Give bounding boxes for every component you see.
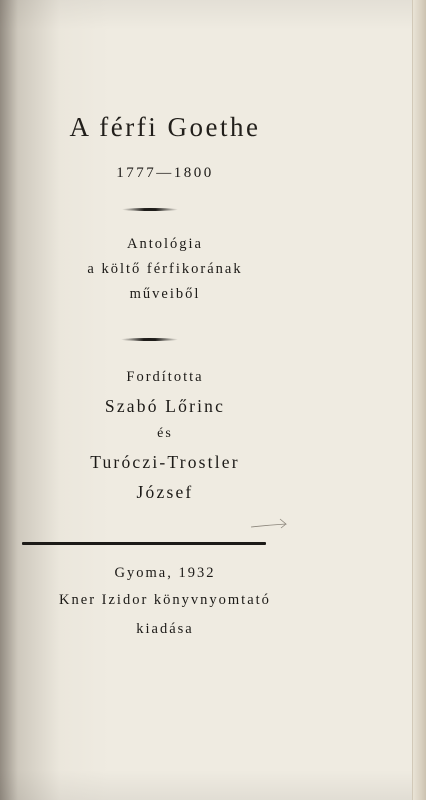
ornament-divider-top (122, 208, 178, 211)
page-edge (412, 0, 426, 800)
subtitle-line-3: műveiből (129, 286, 201, 302)
translator-name-1: Szabó Lőrinc (104, 396, 226, 416)
book-title: A férfi Goethe (69, 112, 261, 142)
pencil-mark-icon (250, 516, 290, 530)
publication-label: kiadása (136, 621, 194, 637)
translator-name-2: Turóczi-Trostler (90, 452, 240, 472)
horizontal-rule (22, 542, 266, 545)
subtitle-line-1: Antológia (127, 236, 203, 252)
ornament-divider-middle (121, 338, 178, 341)
publisher-name: Kner Izidor könyvnyomtató (59, 592, 271, 608)
years-range: 1777—1800 (116, 165, 214, 181)
conjunction: és (157, 426, 173, 441)
translator-name-2-first: József (136, 482, 194, 502)
translated-by-label: Fordította (126, 369, 204, 385)
place-and-year: Gyoma, 1932 (114, 565, 216, 581)
subtitle-line-2: a költő férfikorának (87, 261, 243, 277)
